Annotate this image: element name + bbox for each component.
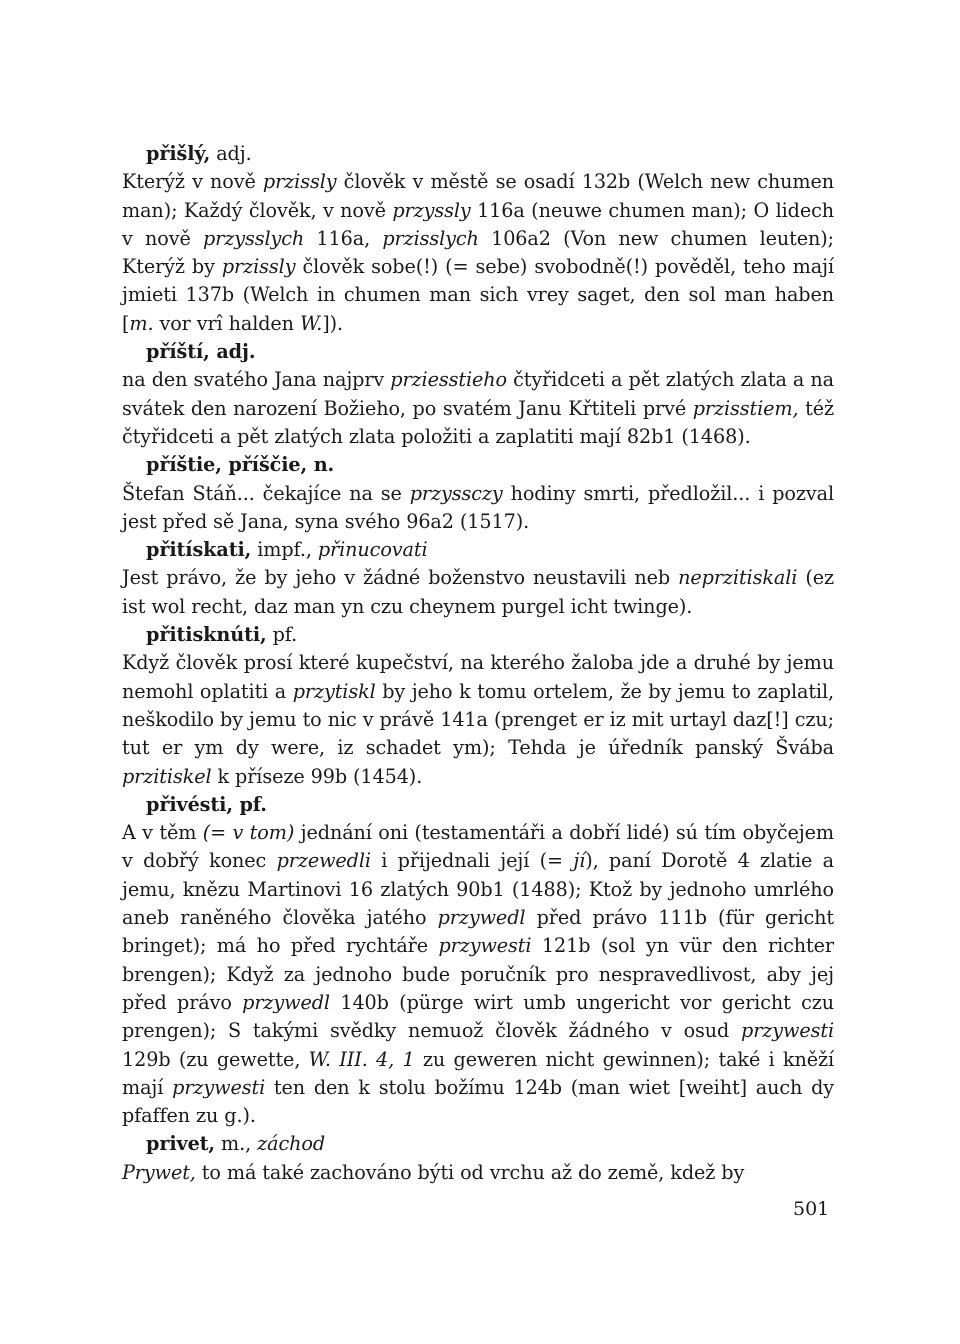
part-of-speech: adj. [210, 142, 252, 165]
entry-body: Štefan Stáň... čekajíce na se przyssczy hodiny smrti, předložil... i pozval jest před sě Jana, syna svého 96a2 (1517). [122, 481, 834, 533]
entry-body: Prywet, to má také zachováno býti od vrchu až do země, kdež by [122, 1160, 745, 1184]
entry-body: na den svatého Jana najprv prziesstieho čtyřidceti a pět zlatých zlata a na svátek den narození Božieho, po svatém Janu Křtiteli prvé przisstiem, též čtyřidceti a pět zlatých zlata položiti a zaplatiti mají 82b1 (1468). [122, 368, 835, 448]
headword-line [122, 536, 834, 564]
dictionary-entry [122, 451, 834, 536]
headword-line [122, 621, 834, 649]
entry-body: A v těm (= v tom) jednání oni (testamentáři a dobří lidé) sú tím obyčejem v dobřý konec przewedli i přijednali její (= jí), paní Dorotě 4 zlatie a jemu, knězu Martinovi 16 zlatých 90b1 (1488); Ktož by jednoho umrlého aneb raněného člověka jatého przywedl před právo 111b (für gericht bringet); má ho před rychtáře przywesti 121b (sol yn vür den richter brengen); Když za jednoho bude poručník pro nespravedlivost, aby jej před právo przywedl 140b (pürge wirt umb ungericht vor gericht czu prengen); S takými svědky nemuož člověk žádného v osud przywesti 129b (zu gewette, W. III. 4, 1 zu geweren nicht gewinnen); také i kněží mají przywesti ten den k stolu božímu 124b (man wiet [weiht] auch dy pfaffen zu g.). [122, 821, 835, 1128]
entry-body: Kterýž v nově przissly člověk v městě se osadí 132b (Welch new chumen man); Každý člověk, v nově przyssly 116a (neuwe chumen man); O lidech v nově przysslych 116a, przisslych 106a2 (Von new chumen leuten); Kterýž by przissly člověk sobe(!) (= sebe) svobodně(!) pověděl, teho mají jmieti 137b (Welch in chumen man sich vrey saget, den sol man haben [m. vor vrî halden W.]). [122, 170, 834, 335]
dictionary-entry [122, 621, 834, 791]
part-of-speech: impf., přinucovati [251, 538, 428, 562]
part-of-speech: pf. [266, 623, 298, 647]
headword-line [122, 1130, 834, 1158]
dictionary-text [122, 140, 834, 1187]
dictionary-entry [122, 1130, 834, 1187]
entry-body: Když člověk prosí které kupečství, na kterého žaloba jde a druhé by jemu nemohl oplatiti a przytiskl by jeho k tomu ortelem, že by jemu to zaplatil, neškodilo by jemu to nic v právě 141a (prenget er iz mit urtayl daz[!] czu; tut er ym dy were, iz schadet ym); Tehda je úředník panský Švába przitiskel k příseze 99b (1454). [122, 651, 834, 788]
dictionary-entry [122, 536, 834, 621]
part-of-speech: m., záchod [215, 1132, 325, 1156]
headword: přivésti, pf. [146, 792, 267, 816]
headword: přišlý, [146, 142, 211, 165]
headword: přitískati, [146, 538, 252, 562]
dictionary-entry [122, 791, 834, 1131]
headword: privet, [146, 1132, 216, 1156]
headword: přitisknúti, [146, 623, 267, 647]
headword-line [122, 140, 834, 168]
dictionary-entry [122, 338, 834, 451]
page-number: 501 [793, 1198, 830, 1220]
headword: příští, adj. [146, 340, 256, 364]
headword-line [122, 451, 834, 479]
entry-body: Jest právo, že by jeho v žádné boženstvo neustavili neb neprzitiskali (ez ist wol recht, daz man yn czu cheynem purgel icht twinge). [122, 566, 834, 618]
headword-line [122, 338, 834, 366]
headword: příštie, příščie, n. [146, 453, 335, 477]
dictionary-entry [122, 140, 834, 338]
headword-line [122, 791, 834, 819]
